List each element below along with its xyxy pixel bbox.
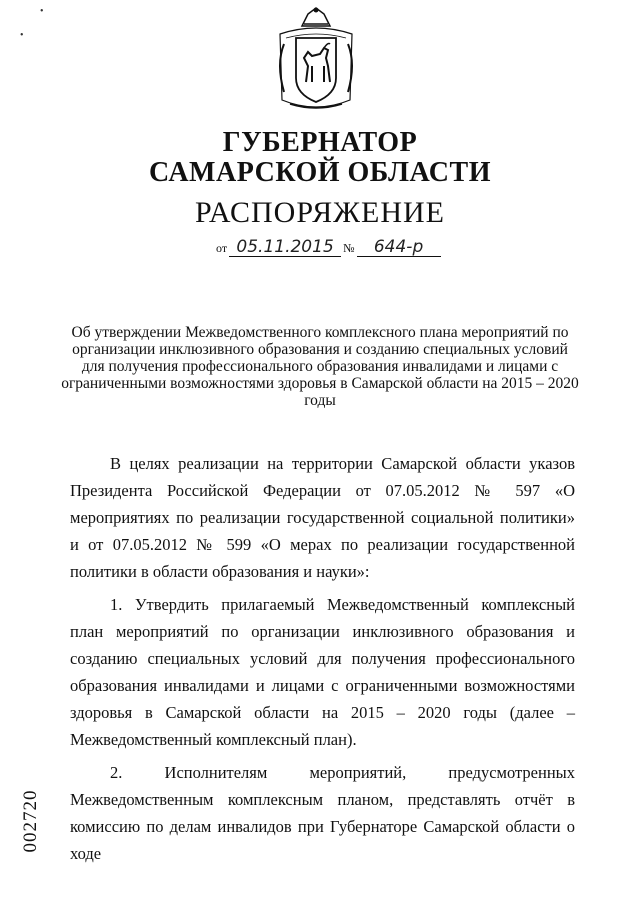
preamble-paragraph: В целях реализации на территории Самарской области указов Президента Российской Федерации от 07.05.2012 № 597 «О мероприятиях по реализации государственной социальной политики» и от 07.05.2012 № 599 «О мерах по реализации государственной политики в области образования и науки»: [70, 454, 575, 581]
number-label: № [343, 241, 355, 255]
document-body [70, 450, 575, 873]
scan-mark: • [40, 6, 44, 17]
item-1-paragraph: 1. Утвердить прилагаемый Межведомственный комплексный план мероприятий по организации инклюзивного образования и созданию специальных условий для получения профессионального образования инвалидами и лицами с ограниченными возможностями здоровья в Самарской области на 2015 – 2020 годы (далее – Межведомственный комплексный план). [70, 595, 575, 749]
scan-mark: • [20, 30, 24, 41]
document-number-line [214, 238, 441, 257]
document-type: РАСПОРЯЖЕНИЕ [194, 196, 446, 229]
registration-stamp [6, 772, 56, 872]
stamp-number: 002720 [20, 789, 41, 853]
document-number: 644-р [357, 238, 441, 257]
date-label: от [216, 241, 228, 255]
issuer-title-line2: САМАРСКОЙ ОБЛАСТИ [149, 157, 491, 188]
issuer-title-line1: ГУБЕРНАТОР [222, 127, 418, 158]
item-2-paragraph: 2. Исполнителям мероприятий, предусмотренных Межведомственным комплексным планом, представлять отчёт в комиссию по делам инвалидов при Губернаторе Самарской области о ходе [70, 763, 575, 863]
coat-of-arms-icon [272, 4, 360, 116]
document-date: 05.11.2015 [229, 238, 341, 257]
document-subject: Об утверждении Межведомственного комплексного плана мероприятий по организации инклюзивного образования и созданию специальных условий для получения профессионального образования инвалидами и лицами с ограниченными возможностями здоровья в Самарской области на 2015 – 2020 годы [61, 324, 579, 409]
